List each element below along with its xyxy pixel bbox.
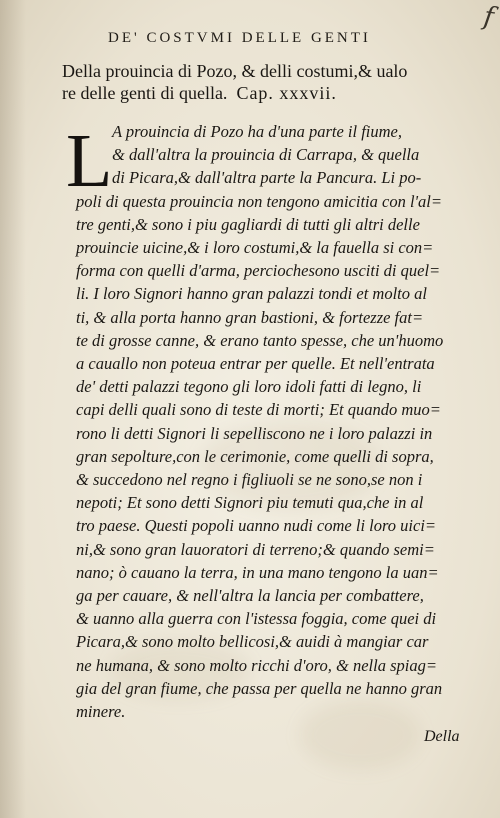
body-line: minere.	[76, 702, 126, 721]
chapter-title-line-2-text: re delle genti di quella.	[62, 83, 228, 103]
corner-page-mark: f	[482, 1, 497, 33]
body-line: nepoti; Et sono detti Signori piu temuti qua,che in al	[76, 493, 424, 513]
body-line: ne humana, & sono molto ricchi d'oro, & nella spiag=	[76, 655, 437, 675]
body-line: forma con quelli d'arma, perciochesono usciti di quel=	[76, 261, 441, 281]
body-line: ni,& sono gran lauoratori di terreno;& quando semi=	[76, 539, 435, 559]
chapter-title-line-1: Della prouincia di Pozo, & delli costumi,& ualo	[62, 61, 408, 81]
body-line: te di grosse canne, & erano tanto spesse, che un'huomo	[76, 330, 444, 350]
body-line: Picara,& sono molto bellicosi,& auidi à mangiar car	[76, 632, 429, 652]
body-line: di Picara,& dall'altra parte la Pancura. Li po-	[112, 168, 422, 188]
body-line: ti, & alla porta hanno gran bastioni, & fortezze fat=	[76, 307, 424, 327]
body-line: & dall'altra la prouincia di Carrapa, & quella	[112, 145, 420, 165]
body-line: rono li detti Signori li sepelliscono ne i loro palazzi in	[76, 423, 433, 443]
catchword: Della	[424, 728, 460, 745]
body-line: li. I loro Signori hanno gran palazzi tondi et molto al	[76, 284, 427, 304]
running-head: DE' COSTVMI DELLE GENTI	[108, 30, 371, 46]
body-line: A prouincia di Pozo ha d'una parte il fiume,	[112, 122, 402, 141]
body-line: prouincie uicine,& i loro costumi,& la fauella si con=	[76, 238, 434, 257]
body-line: & uanno alla guerra con l'istessa foggia, come quei di	[76, 609, 437, 629]
body-line: nano; ò cauano la terra, in una mano tengono la uan=	[76, 562, 439, 582]
body-line: a cauallo non poteua entrar per quelle. Et nell'entrata	[76, 354, 435, 373]
body-line: gran sepolture,con le cerimonie, come quelli di sopra,	[76, 446, 434, 466]
chapter-title-line-2	[62, 82, 462, 104]
body-line: poli di questa prouincia non tengono amicitia con l'al=	[76, 191, 443, 211]
chapter-number: Cap. xxxvii.	[236, 83, 337, 103]
spine-shadow	[0, 0, 26, 818]
body-line: de' detti palazzi tegono gli loro idoli fatti di legno, li	[76, 377, 422, 397]
body-line: capi delli quali sono di teste di morti; Et quando muo=	[76, 400, 441, 420]
body-line: tre genti,& sono i piu gagliardi di tutti gli altri delle	[76, 214, 420, 234]
drop-cap: L	[66, 119, 113, 203]
chapter-title	[62, 60, 462, 104]
paper-stain	[300, 700, 420, 770]
body-line: tro paese. Questi popoli uanno nudi come li loro uici=	[76, 516, 437, 536]
body-line: gia del gran fiume, che passa per quella ne hanno gran	[76, 678, 443, 698]
body-line: ga per cauare, & nell'altra la lancia per combattere,	[76, 586, 424, 605]
body-line: & succedono nel regno i figliuoli se ne sono,se non i	[76, 470, 423, 489]
